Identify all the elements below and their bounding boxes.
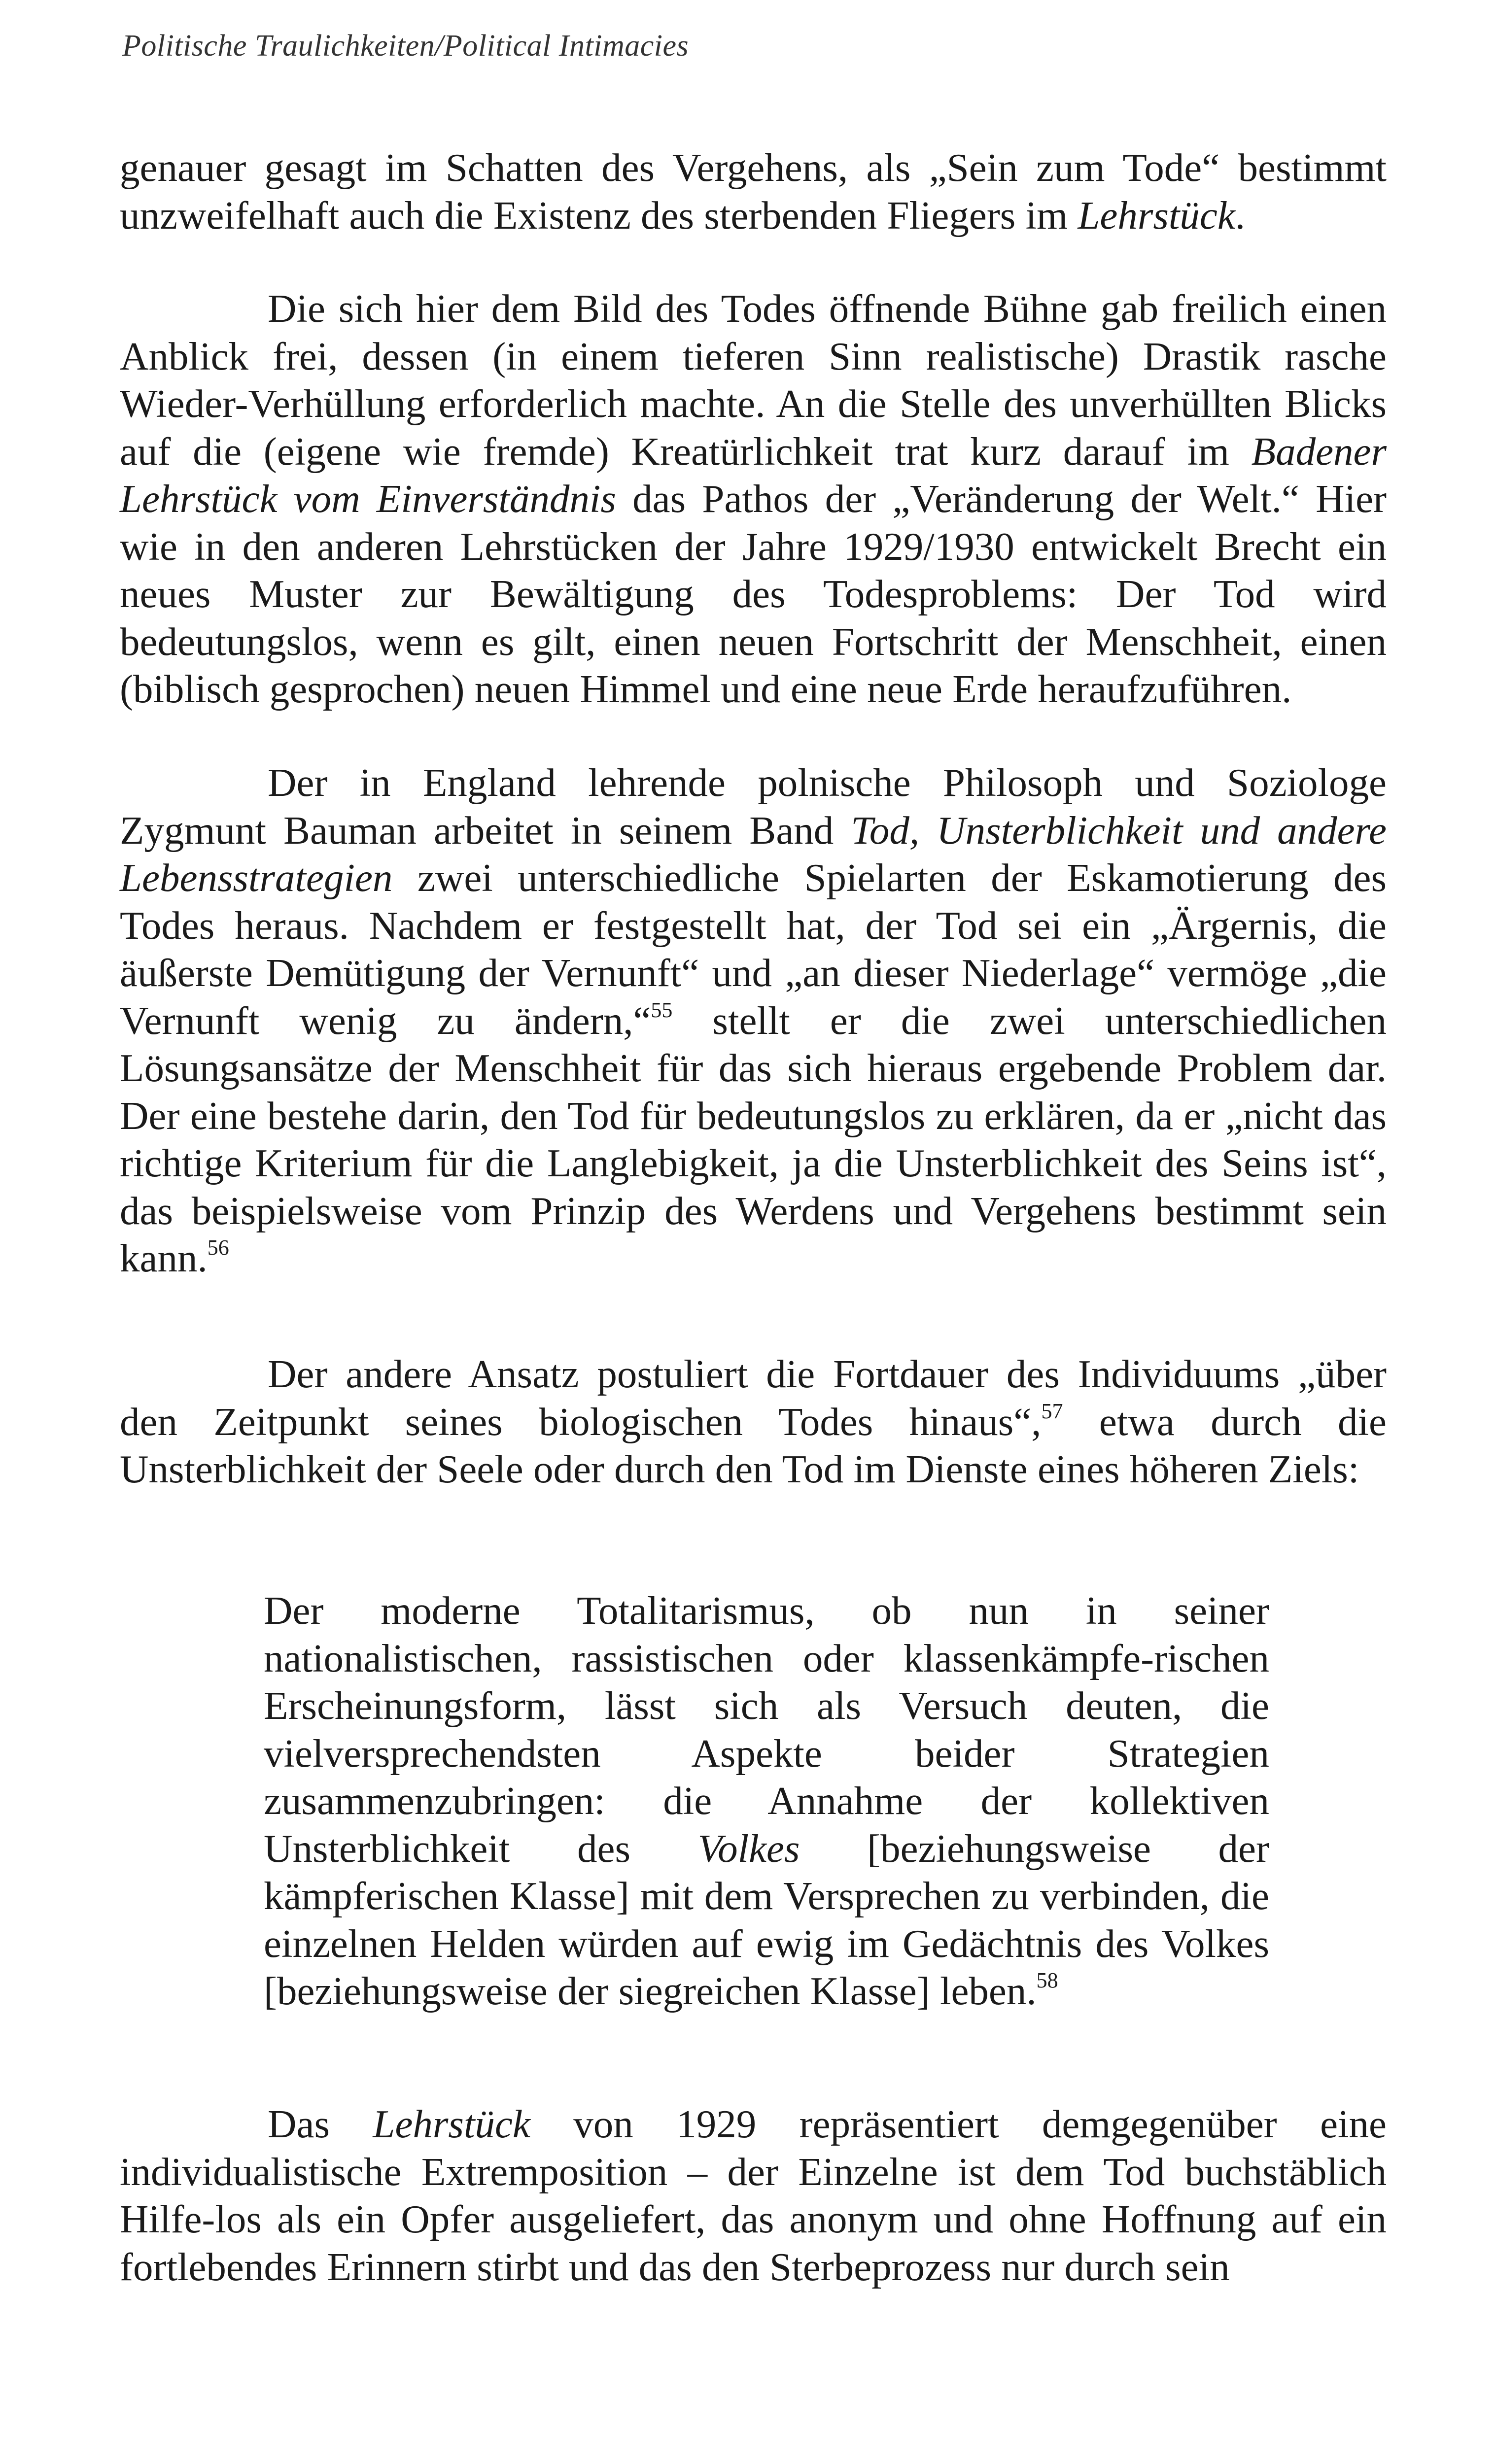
paragraph-3: Der in England lehrende polnische Philosoph und Soziologe Zygmunt Bauman arbeitet in seinem Band Tod, Unsterblichkeit und andere Lebensstrategien zwei unterschiedliche Spielarten der Eskamotierung des Todes heraus. Nachdem er festgestellt hat, der Tod sei ein „Ärgernis, die äußerste Demütigung der Vernunft“ und „an dieser Niederlage“ vermöge „die Vernunft wenig zu ändern,“$^{55}$ stellt er die zwei unterschiedlichen Lösungsansätze der Menschheit für das sich hieraus ergebende Problem dar. Der eine bestehe darin, den Tod für bedeutungslos zu erklären, da er „nicht das richtige Kriterium für die Langlebigkeit, ja die Unsterblichkeit des Seins ist“, das beispielsweise vom Prinzip des Werdens und Vergehens bestimmt sein kann.$^{56}$ xyxy=(120,760,1387,1280)
italic-word: Volkes xyxy=(697,1826,800,1871)
paragraph-4: Der andere Ansatz postuliert die Fortdauer des Individuums „über den Zeitpunkt seines biologischen Todes hinaus“,$^{57}$ etwa durch die Unsterblichkeit der Seele oder durch den Tod im Dienste eines höheren Ziels: xyxy=(120,1352,1387,1491)
italic-title: Tod, Unsterblichkeit und andere Lebensstrategien xyxy=(120,808,1387,900)
italic-title: Lehrstück xyxy=(373,2102,530,2146)
italic-title: Badener Lehrstück vom Einverständnis xyxy=(120,429,1387,521)
footnote-ref: 55 xyxy=(651,997,673,1022)
footnote-ref: 57 xyxy=(1041,1399,1063,1423)
footnote-ref: 58 xyxy=(1036,1968,1058,1992)
italic-title: Lehrstück xyxy=(1078,193,1235,238)
footnote-ref: 56 xyxy=(207,1235,229,1260)
paragraph-5: Das Lehrstück von 1929 repräsentiert demgegenüber eine individualistische Extremposition – der Einzelne ist dem Tod buchstäblich Hilfe-los als ein Opfer ausgeliefert, das anonym und ohne Hoffnung auf ein fortlebendes Erinnern stirbt und das den Sterbeprozess nur durch sein xyxy=(120,2102,1387,2289)
paragraph-2: Die sich hier dem Bild des Todes öffnende Bühne gab freilich einen Anblick frei, dessen (in einem tieferen Sinn realistische) Drastik rasche Wieder-Verhüllung erforderlich machte. An die Stelle des unverhüllten Blicks auf die (eigene wie fremde) Kreatürlichkeit trat kurz darauf im Badener Lehrstück vom Einverständnis das Pathos der „Veränderung der Welt.“ Hier wie in den anderen Lehrstücken der Jahre 1929/1930 entwickelt Brecht ein neues Muster zur Bewältigung des Todesproblems: Der Tod wird bedeutungslos, wenn es gilt, einen neuen Fortschritt der Menschheit, einen (biblisch gesprochen) neuen Himmel und eine neue Erde heraufzuführen. xyxy=(120,286,1387,711)
running-header: Politische Traulichkeiten/Political Intimacies xyxy=(122,29,689,63)
block-quote: Der moderne Totalitarismus, ob nun in seiner nationalistischen, rassistischen oder klassenkämpfe-rischen Erscheinungsform, lässt sich als Versuch deuten, die vielversprechendsten Aspekte beider Strategien zusammenzubringen: die Annahme der kollektiven Unsterblichkeit des Volkes [beziehungsweise der kämpferischen Klasse] mit dem Versprechen zu verbinden, die einzelnen Helden würden auf ewig im Gedächtnis des Volkes [beziehungsweise der siegreichen Klasse] leben.$^{58}$ xyxy=(264,1588,1269,2013)
paragraph-1: genauer gesagt im Schatten des Vergehens, als „Sein zum Tode“ bestimmt unzweifelhaft auch die Existenz des sterbenden Fliegers im Lehrstück. xyxy=(120,145,1387,238)
